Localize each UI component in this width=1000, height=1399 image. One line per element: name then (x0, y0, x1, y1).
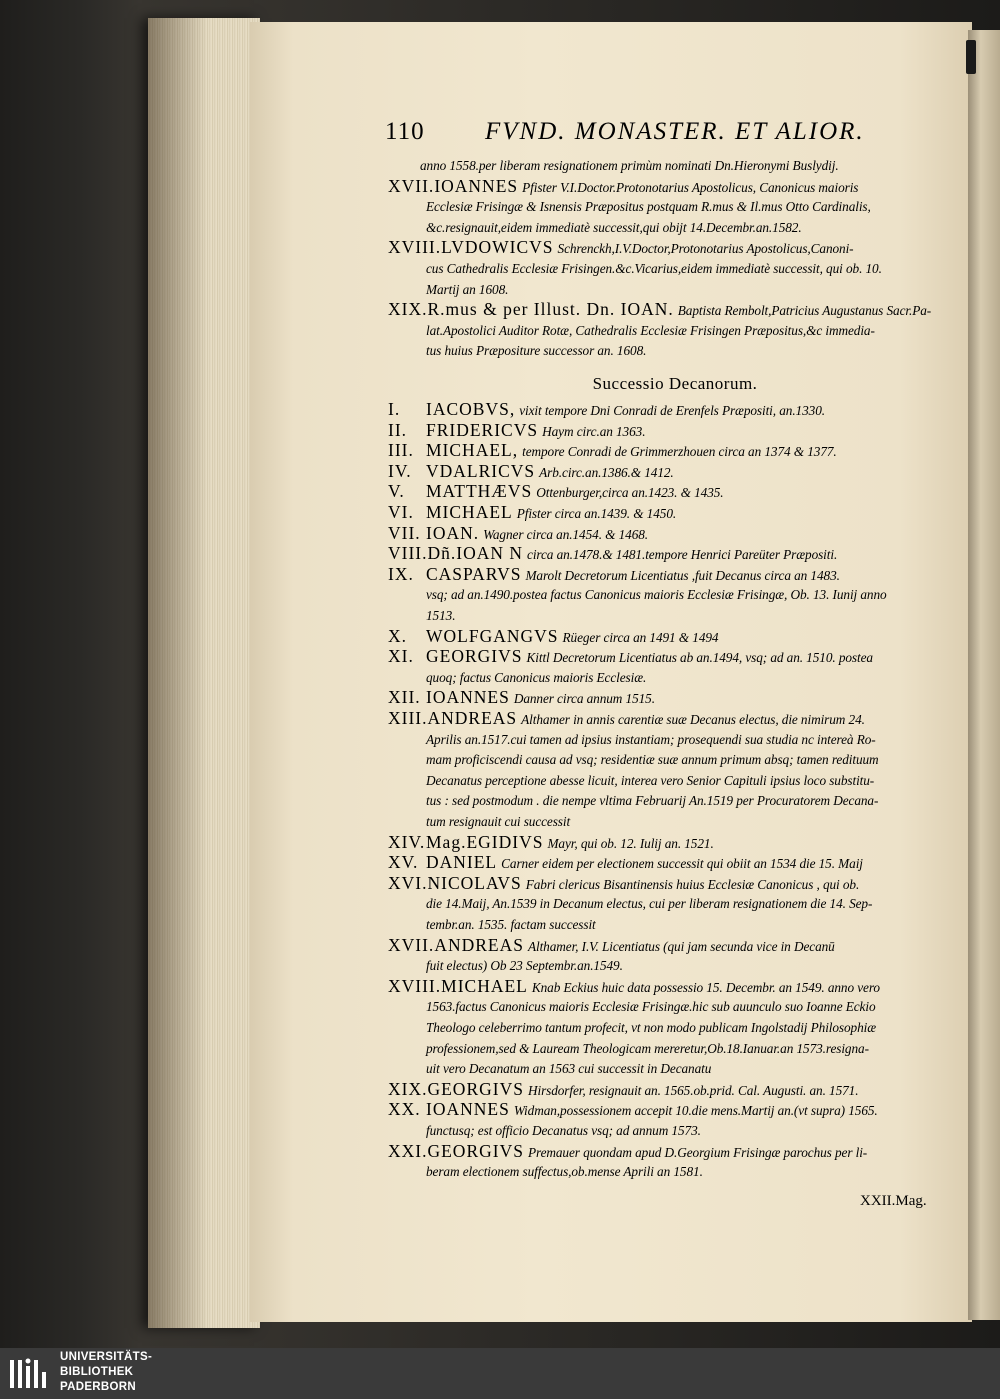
dean-text-line: Haym circ.an 1363. (542, 423, 646, 439)
dean-text-line: Fabri clericus Bisantinensis huius Ecclesiæ Canonicus , qui ob. (525, 876, 860, 892)
dean-text-line: Aprilis an.1517.cui tamen ad ipsius instantiam; prosequendi sua studia nc intereà Ro- (426, 731, 876, 747)
dean-number: V. (388, 481, 405, 502)
library-name-line-3: PADERBORN (60, 1381, 136, 1393)
dean-name: ANDREAS (434, 934, 524, 955)
dean-number: III. (388, 440, 414, 461)
dean-name: MICHAEL (426, 502, 513, 522)
dean-text-line: circa an.1478.& 1481.tempore Henrici Pareüter Præpositi. (527, 547, 838, 563)
dean-name: IOANNES (426, 1099, 510, 1120)
dean-number: II. (388, 419, 408, 440)
page-number: 110 (385, 118, 425, 145)
dean-number: X. (388, 625, 408, 646)
section-heading: Successio Decanorum. (592, 374, 758, 393)
dean-text-line: Decanatus perceptione abesse licuit, interea vero Senior Capituli ipsius loco substitu- (426, 772, 875, 788)
provost-name: LVDOWICVS (441, 237, 554, 258)
dean-text-line: vsq; ad an.1490.postea factus Canonicus maioris Ecclesiæ Frisingæ, Ob. 13. Iunij anno (426, 587, 887, 603)
dean-text-line: Rüeger circa an 1491 & 1494 (562, 629, 719, 645)
dean-entry (388, 935, 835, 956)
dean-text-line: Ottenburger,circa an.1423. & 1435. (536, 485, 724, 501)
dean-number: VIII. (388, 543, 428, 564)
continuation-line: anno 1558.per liberam resignationem primùm nominati Dn.Hieronymi Buslydij. (420, 158, 839, 173)
dean-name: IOAN. (426, 522, 480, 543)
dean-text-line: Pfister circa an.1439. & 1450. (516, 506, 677, 521)
dean-entry (388, 399, 825, 420)
dean-number: XV. (388, 852, 419, 873)
dean-name: IOANNES (426, 687, 510, 708)
dean-text-line: Premauer quondam apud D.Georgium Frisingæ parochus per li- (527, 1144, 868, 1160)
provost-text-line: Pfister V.I.Doctor.Protonotarius Apostolicus, Canonicus maioris (522, 179, 859, 195)
dean-name: NICOLAVS (427, 872, 522, 893)
dean-name: GEORGIVS (427, 1078, 524, 1099)
provost-text-line: Schrenckh,I.V.Doctor,Protonotarius Apostolicus,Canoni- (557, 241, 854, 257)
dean-name: IACOBVS, (426, 399, 516, 419)
dean-entry (388, 852, 863, 873)
dean-text-line: die 14.Maij, An.1539 in Decanum electus, cui per liberam resignationem die 14. Sep- (426, 896, 873, 912)
provost-text-line: &c.resignauit,eidem immediatè successit,qui obijt 14.Decembr.an.1582. (426, 219, 802, 235)
dean-entry (388, 1099, 878, 1120)
dean-name: VDALRICVS (426, 460, 536, 481)
dean-text-line: Danner circa annum 1515. (513, 691, 655, 707)
dean-entry (388, 440, 837, 461)
running-title: FVND. MONASTER. ET ALIOR. (485, 118, 865, 145)
dean-number: XVIII. (388, 975, 442, 996)
dean-number: XIX. (388, 1078, 428, 1099)
dean-text-line: Marolt Decretorum Licentiatus ,fuit Decanus circa an 1483. (525, 567, 840, 583)
dean-name: MICHAEL (441, 975, 528, 996)
dean-number: I. (388, 399, 401, 419)
dean-text-line: Althamer in annis carentiæ suæ Decanus electus, die nimirum 24. (521, 712, 865, 727)
dean-entry (388, 523, 648, 544)
dean-text-line: Arb.circ.an.1386.& 1412. (539, 464, 674, 480)
dean-name: GEORGIVS (426, 646, 523, 667)
provost-text-line: Baptista Rembolt,Patricius Augustanus Sacr.Pa- (677, 303, 932, 319)
library-logo-icon (8, 1356, 52, 1392)
dean-text-line: fuit electus) Ob 23 Septembr.an.1549. (426, 958, 623, 974)
book-edge-shadow (148, 18, 208, 1328)
dean-number: VI. (388, 502, 414, 522)
library-name-line-2: BIBLIOTHEK (60, 1366, 134, 1378)
provost-number: XVII. (388, 175, 435, 196)
dean-number: XX. (388, 1099, 421, 1120)
facing-page-edge (968, 30, 1000, 1320)
catchword: XXII.Mag. (860, 1192, 927, 1209)
dean-text-line: Mayr, qui ob. 12. Iulij an. 1521. (547, 835, 714, 851)
dean-entry (388, 502, 676, 523)
dean-entry (388, 646, 873, 667)
dean-entry (388, 708, 865, 729)
dean-number: IV. (388, 460, 412, 481)
provost-name: R.mus & per Illust. Dn. IOAN. (427, 299, 674, 320)
dean-text-line: mam proficiscendi causa ad vsq; residentiæ suæ annum primum absq; tamen redituum (426, 752, 879, 768)
page-clip (966, 40, 976, 74)
dean-entry (388, 873, 859, 894)
provost-text-line: Martij an 1608. (426, 281, 509, 297)
dean-number: XVII. (388, 934, 435, 955)
dean-text-line: tus : sed postmodum . die nempe vltima Februarij An.1519 per Procuratorem Decana- (426, 793, 879, 809)
provost-number: XVIII. (388, 237, 442, 258)
provost-text-line: cus Cathedralis Ecclesiæ Frisingen.&c.Vicarius,eidem immediatè successit, qui ob. 10. (426, 261, 882, 276)
dean-number: IX. (388, 563, 414, 584)
dean-name: Dñ.IOAN N (427, 543, 524, 564)
dean-text-line: functusq; est officio Decanatus vsq; ad annum 1573. (426, 1123, 701, 1138)
dean-text-line: tempore Conradi de Grimmerzhouen circa an 1374 & 1377. (522, 444, 837, 460)
dean-name: MICHAEL, (426, 440, 519, 461)
dean-entry (388, 543, 837, 564)
dean-name: ANDREAS (427, 708, 518, 728)
dean-number: XII. (388, 687, 421, 708)
dean-name: WOLFGANGVS (426, 625, 559, 646)
dean-text-line: professionem,sed & Lauream Theologicam mereretur,Ob.18.Ianuar.an 1573.resigna- (426, 1040, 869, 1056)
dean-entry (388, 976, 880, 997)
dean-number: XIII. (388, 708, 428, 728)
dean-text-line: tembr.an. 1535. factam successit (426, 917, 596, 932)
dean-text-line: Hirsdorfer, resignauit an. 1565.ob.prid. Cal. Augusti. an. 1571. (527, 1082, 859, 1098)
dean-text-line: 1563.factus Canonicus maioris Ecclesiæ Frisingæ.hic sub auunculo suo Ioanne Eckio (426, 999, 876, 1015)
dean-text-line: uit vero Decanatum an 1563 cui successit in Decanatu (426, 1061, 712, 1077)
dean-entry (388, 1141, 867, 1162)
dean-number: XI. (388, 646, 414, 667)
provost-text-line: lat.Apostolici Auditor Rotæ, Cathedralis Ecclesiæ Frisingen Præpositus,&c immedia- (426, 322, 875, 338)
dean-text-line: beram electionem suffectus,ob.mense Aprili an 1581. (426, 1164, 703, 1180)
dean-entry (388, 626, 718, 647)
dean-entry (388, 687, 655, 708)
provost-name: IOANNES (434, 175, 519, 196)
dean-name: Mag.EGIDIVS (426, 831, 544, 852)
dean-text-line: quoq; factus Canonicus maioris Ecclesiæ. (426, 669, 647, 685)
dean-entry (388, 832, 714, 853)
provost-entry (388, 176, 858, 197)
dean-entry (388, 461, 674, 482)
provost-entry (388, 299, 931, 320)
dean-name: DANIEL (426, 852, 498, 873)
library-name-line-1: UNIVERSITÄTS- (60, 1351, 153, 1363)
provost-entry (388, 237, 854, 258)
provost-text-line: tus huius Præpositure successor an. 1608. (426, 343, 647, 359)
dean-entry (388, 420, 645, 441)
dean-number: XIV. (388, 831, 426, 852)
dean-text-line: vixit tempore Dni Conradi de Erenfels Præpositi, an.1330. (519, 403, 825, 418)
dean-text-line: 1513. (426, 608, 456, 623)
running-head (385, 118, 905, 148)
dean-text-line: Wagner circa an.1454. & 1468. (483, 526, 649, 542)
library-name (60, 1350, 152, 1395)
dean-text-line: Carner eidem per electionem successit qui obiit an 1534 die 15. Maij (501, 856, 863, 872)
provost-text-line: Ecclesiæ Frisingæ & Isnensis Præpositus postquam R.mus & Il.mus Otto Cardinalis, (426, 199, 871, 215)
dean-text-line: Althamer, I.V. Licentiatus (qui jam secunda vice in Decanū (527, 938, 835, 954)
dean-name: GEORGIVS (427, 1140, 524, 1161)
dean-number: VII. (388, 522, 421, 543)
dean-entry (388, 564, 840, 585)
dean-name: FRIDERICVS (426, 419, 539, 440)
dean-text-line: tum resignauit cui successit (426, 814, 571, 829)
dean-name: MATTHÆVS (426, 481, 533, 502)
dean-number: XXI. (388, 1140, 428, 1161)
dean-entry (388, 481, 724, 502)
dean-number: XVI. (388, 872, 428, 893)
dean-text-line: Knab Eckius huic data possessio 15. Decembr. an 1549. anno vero (531, 979, 880, 995)
dean-text-line: Theologo celeberrimo tantum profecit, vt non modo publicam Ingolstadij Philosophiæ (426, 1020, 877, 1035)
library-footer (0, 1348, 1000, 1399)
dean-text-line: Widman,possessionem accepit 10.die mens.Martij an.(vt supra) 1565. (513, 1103, 878, 1119)
dean-name: CASPARVS (426, 563, 522, 584)
dean-text-line: Kittl Decretorum Licentiatus ab an.1494, vsq; ad an. 1510. postea (526, 650, 873, 666)
dean-entry (388, 1079, 858, 1100)
provost-number: XIX. (388, 299, 428, 320)
